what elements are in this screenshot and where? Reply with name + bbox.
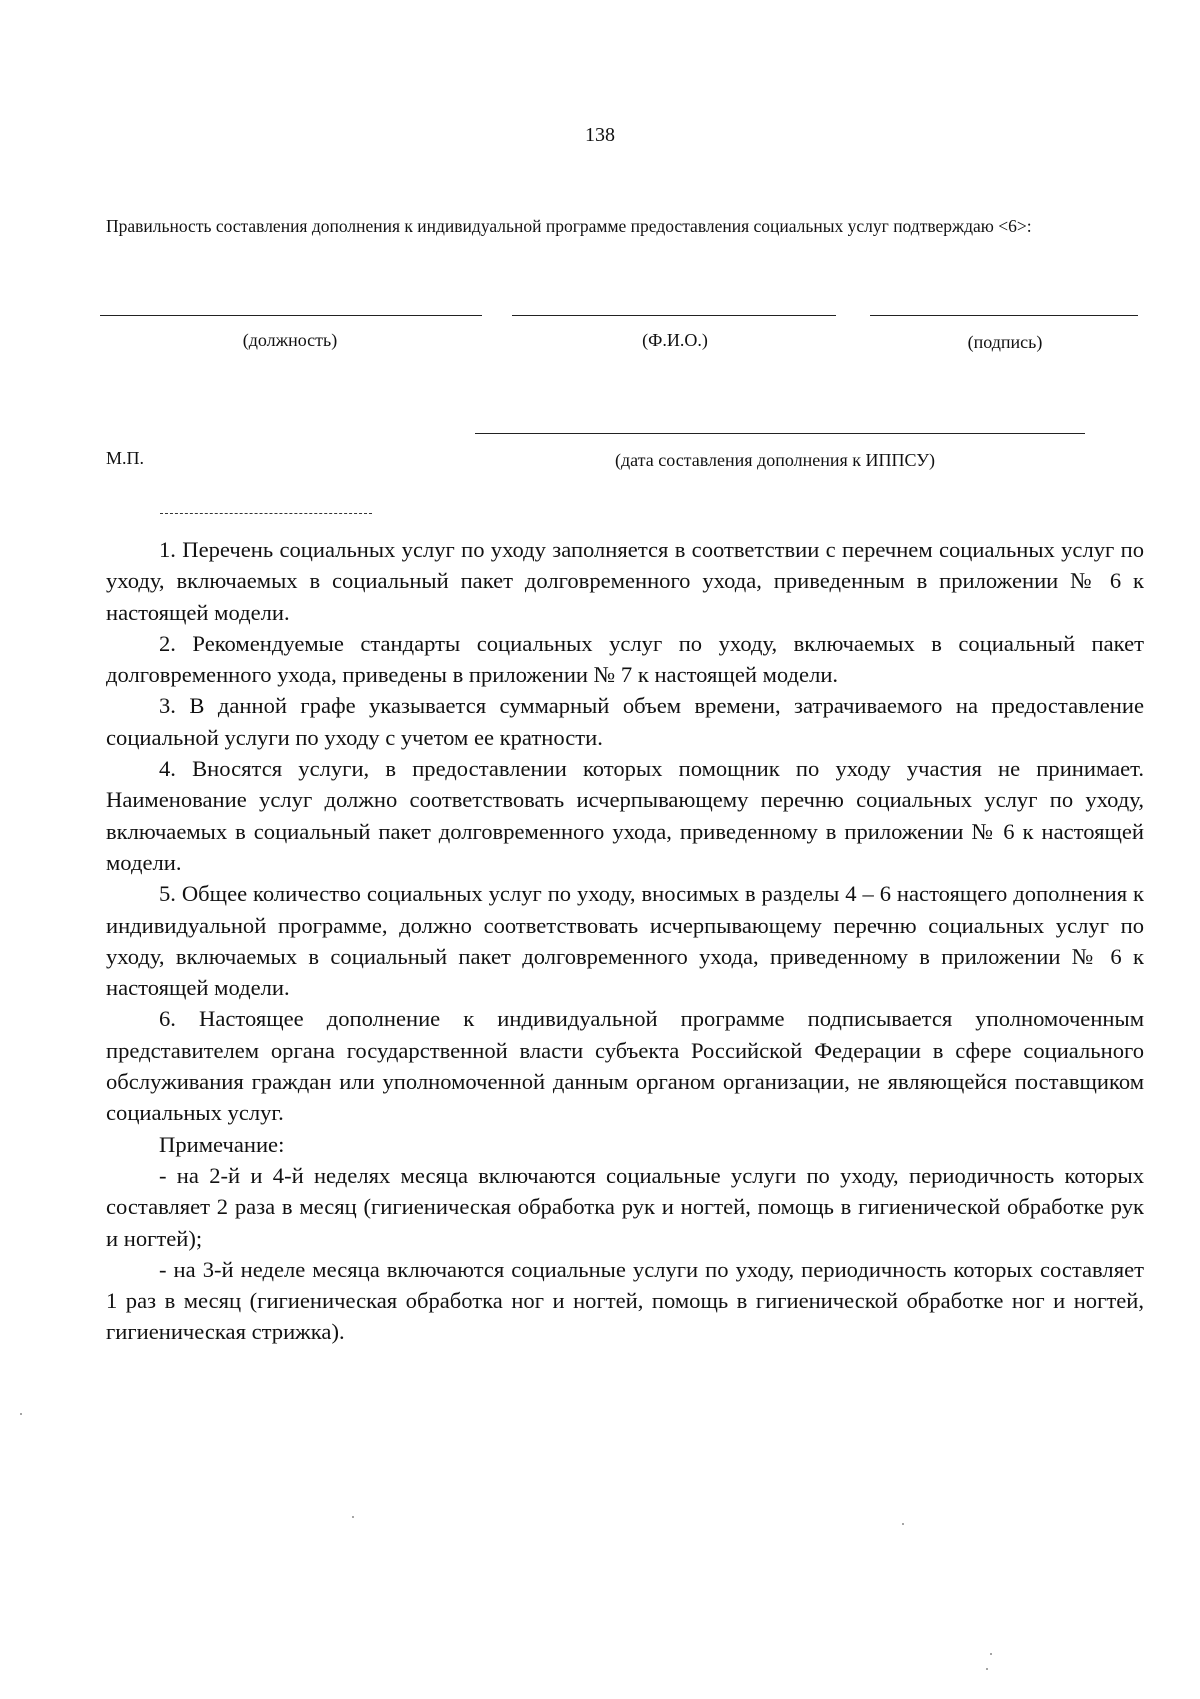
signature-line xyxy=(870,315,1138,316)
footnote-separator xyxy=(160,513,372,514)
date-label: (дата составления дополнения к ИППСУ) xyxy=(615,450,935,470)
confirmation-text: Правильность составления дополнения к индивидуальной программе предоставления социальных услуг подтверждаю <6>: xyxy=(106,216,1032,236)
scan-speck xyxy=(352,1516,354,1518)
page-number: 138 xyxy=(585,124,615,146)
note-item-2: - на 3-й неделе месяца включаются социальные услуги по уходу, периодичность которых составляет 1 раз в месяц (гигиеническая обработка ног и ногтей, помощь в гигиенической обработке ног и ногтей, гигиеническая стрижка). xyxy=(106,1256,1144,1345)
footnote-5: 5. Общее количество социальных услуг по уходу, вносимых в разделы 4 – 6 настоящего дополнения к индивидуальной программе, должно соответствовать исчерпывающему перечню социальных услуг по уходу, включаемых в социальный пакет долговременного ухода, приведенному в приложении № 6 к настоящей модели. xyxy=(106,881,1144,1001)
footnote-3: 3. В данной графе указывается суммарный объем времени, затрачиваемого на предоставление социальной услуги по уходу с учетом ее кратности. xyxy=(106,693,1144,750)
footnote-2: 2. Рекомендуемые стандарты социальных услуг по уходу, включаемых в социальный пакет долговременного ухода, приведены в приложении № 7 к настоящей модели. xyxy=(106,630,1144,688)
note-heading: Примечание: xyxy=(159,1131,285,1157)
scan-speck xyxy=(20,1413,22,1415)
stamp-place-label: М.П. xyxy=(106,448,145,468)
scan-speck xyxy=(986,1668,988,1670)
footnote-6: 6. Настоящее дополнение к индивидуальной программе подписывается уполномоченным представителем органа государственной власти субъекта Российской Федерации в сфере социального обслуживания граждан или уполномоченной данным органом организации, не являющейся поставщиком социальных услуг. xyxy=(106,1006,1144,1126)
date-signature-line xyxy=(475,433,1085,434)
footnotes-section xyxy=(106,534,1144,1348)
name-label: (Ф.И.О.) xyxy=(642,330,708,350)
footnote-4: 4. Вносятся услуги, в предоставлении которых помощник по уходу участия не принимает. Наименование услуг должно соответствовать исчерпывающему перечню социальных услуг по уходу, включаемых в социальный пакет долговременного ухода, приведенному в приложении № 6 к настоящей модели. xyxy=(106,756,1144,875)
signature-label: (подпись) xyxy=(967,332,1043,352)
position-signature-line xyxy=(100,315,482,316)
scan-speck xyxy=(990,1653,992,1655)
position-label: (должность) xyxy=(242,330,338,350)
scan-speck xyxy=(902,1523,904,1525)
footnote-1: 1. Перечень социальных услуг по уходу заполняется в соответствии с перечнем социальных услуг по уходу, включаемых в социальный пакет долговременного ухода, приведенным в приложении № 6 к настоящей модели. xyxy=(106,537,1144,625)
note-item-1: - на 2-й и 4-й неделях месяца включаются социальные услуги по уходу, периодичность которых составляет 2 раза в месяц (гигиеническая обработка рук и ногтей, помощь в гигиенической обработке рук и ногтей); xyxy=(106,1162,1144,1251)
name-signature-line xyxy=(512,315,836,316)
